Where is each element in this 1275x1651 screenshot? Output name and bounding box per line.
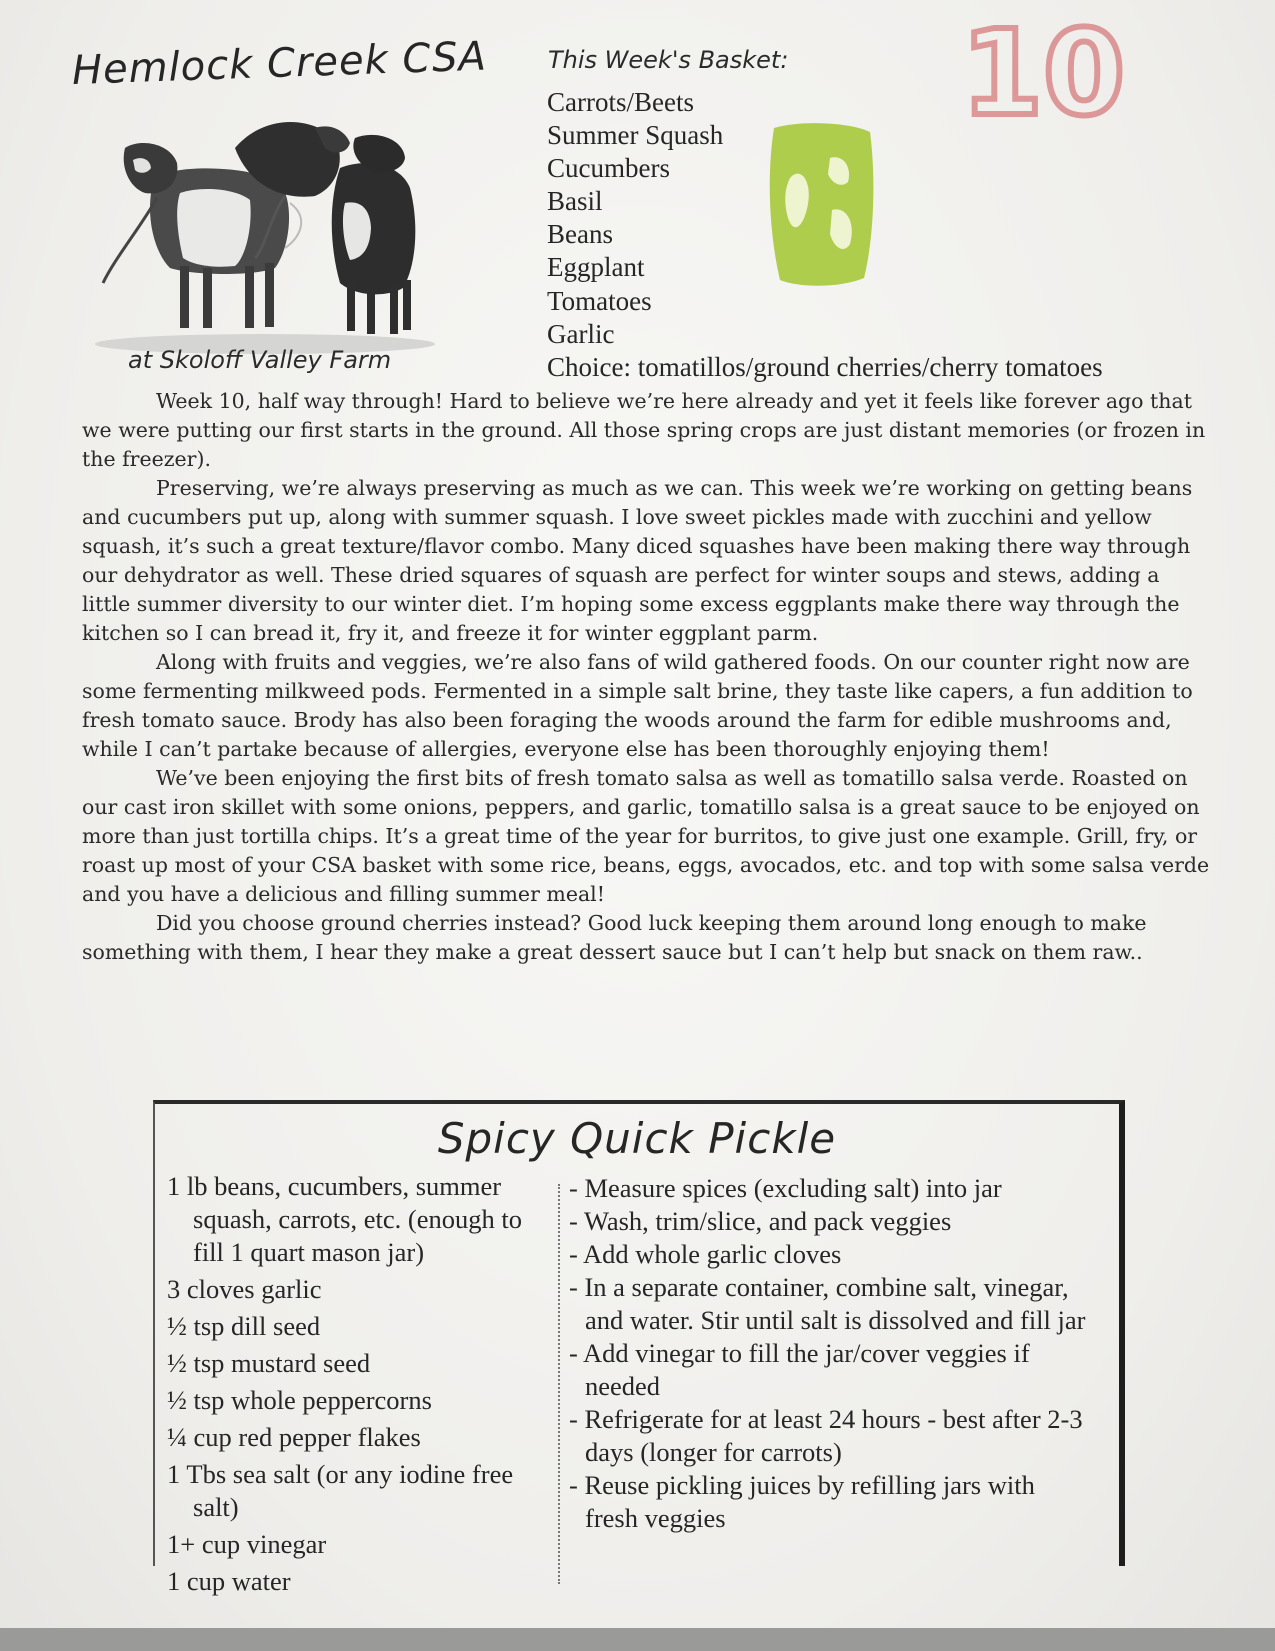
scan-edge [0,1628,1275,1651]
recipe-box [153,1100,1125,1596]
ingredient-item: 1 lb beans, cucumbers, summer squash, carrots, etc. (enough to fill 1 quart mason jar) [167,1171,522,1267]
basket-item: Eggplant [547,252,645,283]
column-divider [558,1184,560,1584]
ingredient-item: ½ tsp dill seed [167,1311,321,1341]
step-list [569,1172,1089,1535]
basket-item: Carrots/Beets [547,87,694,117]
week-number-text: 10 [960,4,1126,142]
ingredient-item: 1 cup water [167,1566,291,1596]
step-item: - Reuse pickling juices by refilling jars with fresh veggies [569,1470,1035,1533]
step-item: - Add whole garlic cloves [569,1239,842,1269]
cow-right-icon [332,135,416,334]
ingredient-item: ¼ cup red pepper flakes [167,1422,421,1452]
step-item: - Measure spices (excluding salt) into jar [569,1173,1002,1203]
ingredient-item: 3 cloves garlic [167,1274,322,1304]
basket-item: Garlic [547,318,615,349]
newsletter-title: Hemlock Creek CSA [71,33,488,94]
basket-item: Tomatoes [547,285,652,316]
article-paragraph: Did you choose ground cherries instead? Good luck keeping them around long enough to make something with them, I hear they make a great dessert sauce but I can’t help but snack on them raw.. [82,911,1147,964]
basket-item: Summer Squash [547,120,724,151]
article-paragraph: Along with fruits and veggies, we’re also fans of wild gathered foods. On our counter right now are some fermenting milkweed pods. Fermented in a simple salt brine, they taste like capers, a fun addition to fresh tomato sauce. Brody has also been foraging the woods around the farm for edible mushrooms and, while I can’t partake because of allergies, everyone else has been thoroughly enjoying them! [82,650,1193,761]
article-paragraph: Week 10, half way through! Hard to believe we’re here already and yet it feels like forever ago that we were putting our first starts in the ground. All those spring crops are just distant memories (or frozen in the freezer). [82,389,1206,471]
step-item: - Refrigerate for at least 24 hours - best after 2-3 days (longer for carrots) [569,1404,1083,1467]
step-item: - In a separate container, combine salt, vinegar, and water. Stir until salt is dissolved and fill jar [569,1272,1086,1335]
farm-subtitle: at Skoloff Valley Farm [128,346,392,374]
ingredient-item: ½ tsp whole peppercorns [167,1385,432,1415]
recipe-title: Spicy Quick Pickle [437,1114,837,1163]
ingredient-item: 1 Tbs sea salt (or any iodine free salt) [167,1459,514,1522]
step-item: - Add vinegar to fill the jar/cover veggies if needed [569,1338,1030,1401]
ingredient-item: 1+ cup vinegar [167,1529,327,1559]
ingredient-item: ½ tsp mustard seed [167,1348,371,1378]
step-item: - Wash, trim/slice, and pack veggies [569,1206,952,1236]
green-vegetable-stamp [760,118,880,290]
article-paragraph: Preserving, we’re always preserving as much as we can. This week we’re working on getting beans and cucumbers put up, along with summer squash. I love sweet pickles made with zucchini and yellow squash, it’s such a great texture/flavor combo. Many diced squashes have been making there way through our dehydrator as well. These dried squares of squash are perfect for winter soups and stews, adding a little summer diversity to our winter diet. I’m hoping some excess eggplants make there way through the kitchen so I can bread it, fry it, and freeze it for winter eggplant parm. [82,476,1193,645]
basket-item: Choice: tomatillos/ground cherries/cherry tomatoes [547,351,1103,382]
article-paragraph: We’ve been enjoying the first bits of fresh tomato salsa as well as tomatillo salsa verde. Roasted on our cast iron skillet with some onions, peppers, and garlic, tomatillo salsa is a great sauce to be enjoyed on more than just tortilla chips. It’s a great time of the year for burritos, to give just one example. Grill, fry, or roast up most of your CSA basket with some rice, beans, eggs, avocados, etc. and top with some salsa verde and you have a delicious and filling summer meal! [82,766,1210,906]
basket-heading: This Week's Basket: [548,46,789,74]
basket-item: Basil [547,186,603,217]
article-body [82,387,1214,967]
week-number-stamp [960,2,1126,142]
basket-item: Cucumbers [547,153,670,184]
cows-illustration [85,108,445,356]
basket-item: Beans [547,219,613,250]
ingredient-list [167,1170,547,1602]
